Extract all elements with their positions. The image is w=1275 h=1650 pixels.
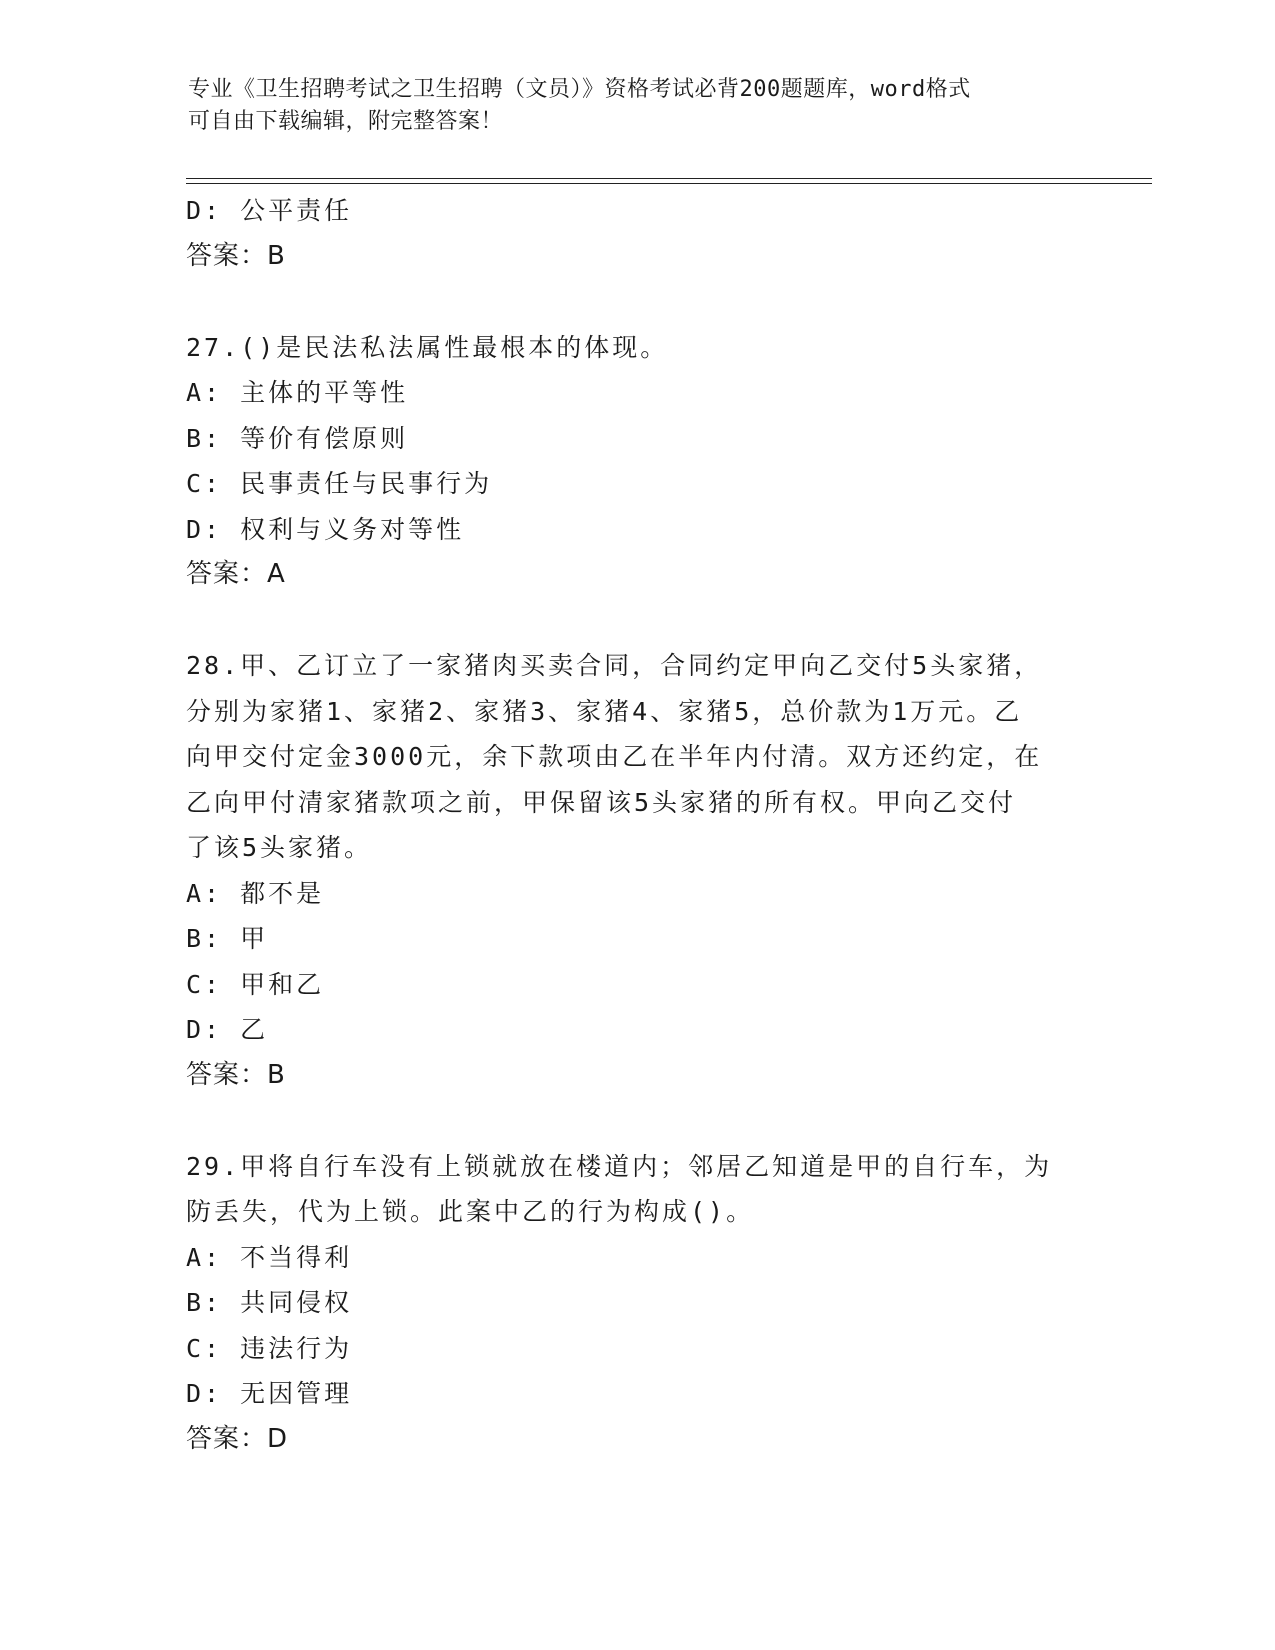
header-line-1: 专业《卫生招聘考试之卫生招聘（文员）》资格考试必背200题题库，word格式 [188,77,971,102]
question-stem [186,1144,1086,1235]
spacer [186,598,1086,644]
option-b: B: 共同侵权 [186,1288,353,1317]
question-stem [186,643,1086,871]
stem-line: 向甲交付定金3000元，余下款项由乙在半年内付清。双方还约定，在 [186,742,1043,771]
question-stem: 27.()是民法私法属性最根本的体现。 [186,332,669,362]
option-c: C: 违法行为 [186,1333,353,1363]
spacer [186,1098,1086,1144]
header-divider-bottom [186,183,1152,184]
option-b: B: 等价有偿原则 [186,423,409,453]
stem-line: 29.甲将自行车没有上锁就放在楼道内；邻居乙知道是甲的自行车，为 [186,1151,1053,1181]
stem-line: 分别为家猪1、家猪2、家猪3、家猪4、家猪5，总价款为1万元。乙 [186,696,1023,726]
stem-line: 28.甲、乙订立了一家猪肉买卖合同，合同约定甲向乙交付5头家猪， [186,651,1043,680]
stem-line: 了该5头家猪。 [186,833,373,862]
spacer [186,279,1086,325]
stem-line: 防丢失，代为上锁。此案中乙的行为构成()。 [186,1197,755,1226]
option-d: D: 权利与义务对等性 [186,514,465,544]
question-28 [186,643,1086,1098]
option-a: A: 不当得利 [186,1242,353,1272]
question-list [186,188,1086,1462]
answer: 答案：B [186,1059,286,1090]
answer: 答案：D [186,1423,289,1454]
document-header [188,74,1088,138]
question-27 [186,325,1086,598]
lead-answer: 答案：B [186,240,286,271]
lead-option-d: D: 公平责任 [186,196,353,225]
header-line-2: 可自由下载编辑，附完整答案！ [188,109,504,134]
option-d: D: 无因管理 [186,1379,353,1408]
header-divider-top [186,178,1152,179]
question-29 [186,1144,1086,1463]
option-a: A: 主体的平等性 [186,378,409,407]
option-d: D: 乙 [186,1015,269,1044]
answer: 答案：A [186,559,286,589]
stem-line: 乙向甲付清家猪款项之前，甲保留该5头家猪的所有权。甲向乙交付 [186,787,1017,817]
option-b: B: 甲 [186,924,269,953]
option-c: C: 甲和乙 [186,969,325,999]
option-c: C: 民事责任与民事行为 [186,469,493,498]
option-a: A: 都不是 [186,878,325,908]
